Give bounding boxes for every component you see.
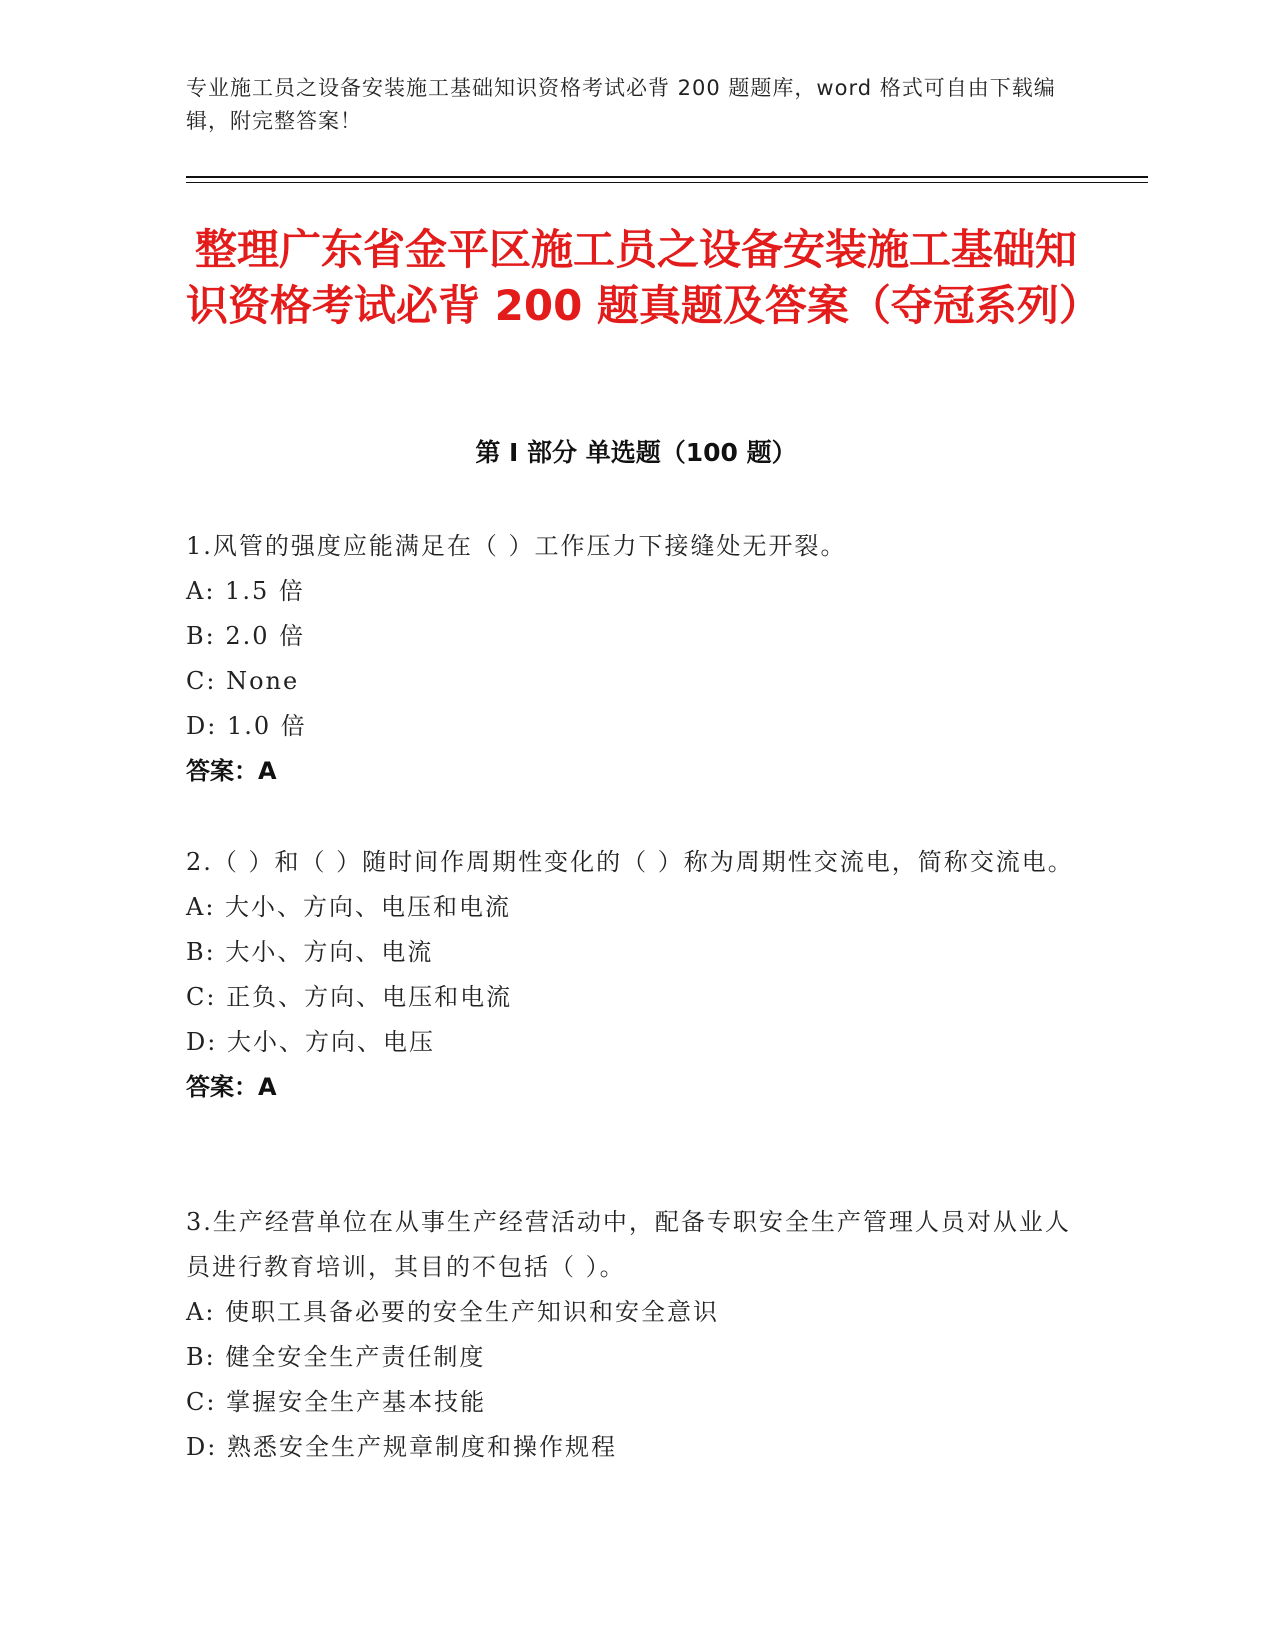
question-block-3 bbox=[186, 1200, 1086, 1470]
option-a: A: 1.5 倍 bbox=[186, 577, 305, 605]
question-block-2 bbox=[186, 840, 1086, 1110]
header-note: 专业施工员之设备安装施工基础知识资格考试必背 200 题题库，word 格式可自由下载编辑，附完整答案！ bbox=[186, 76, 1056, 133]
option-c: C: None bbox=[186, 667, 300, 695]
option-a: A: 大小、方向、电压和电流 bbox=[186, 893, 512, 921]
question-block-1 bbox=[186, 524, 1086, 794]
option-a: A: 使职工具备必要的安全生产知识和安全意识 bbox=[186, 1298, 720, 1326]
answer-line: 答案：A bbox=[186, 1073, 277, 1101]
option-c: C: 掌握安全生产基本技能 bbox=[186, 1388, 487, 1416]
section-heading: 第 I 部分 单选题（100 题） bbox=[475, 438, 797, 467]
header-rule-thin bbox=[186, 182, 1148, 183]
option-b: B: 2.0 倍 bbox=[186, 622, 306, 650]
document-title: 整理广东省金平区施工员之设备安装施工基础知识资格考试必背 200 题真题及答案（夺冠系列） bbox=[186, 225, 1101, 330]
option-b: B: 大小、方向、电流 bbox=[186, 938, 434, 966]
option-b: B: 健全安全生产责任制度 bbox=[186, 1343, 486, 1371]
header-rule-thick bbox=[186, 176, 1148, 178]
question-stem: 3.生产经营单位在从事生产经营活动中，配备专职安全生产管理人员对从业人员进行教育培训，其目的不包括（ ）。 bbox=[186, 1208, 1071, 1281]
option-d: D: 熟悉安全生产规章制度和操作规程 bbox=[186, 1433, 617, 1461]
option-d: D: 1.0 倍 bbox=[186, 712, 307, 740]
answer-line: 答案：A bbox=[186, 757, 277, 785]
option-c: C: 正负、方向、电压和电流 bbox=[186, 983, 513, 1011]
question-stem: 2.（ ）和（ ）随时间作周期性变化的（ ）称为周期性交流电，简称交流电。 bbox=[186, 848, 1074, 876]
question-stem: 1.风管的强度应能满足在（ ）工作压力下接缝处无开裂。 bbox=[186, 532, 847, 560]
option-d: D: 大小、方向、电压 bbox=[186, 1028, 435, 1056]
